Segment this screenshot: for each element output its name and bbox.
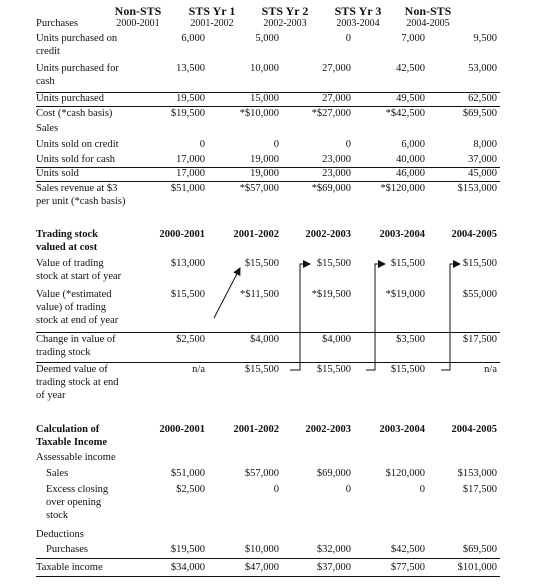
column-year: 2002-2003	[263, 18, 307, 29]
cell-value: $15,500	[390, 258, 425, 269]
cell-value: $15,500	[244, 258, 279, 269]
cell-value: $2,500	[176, 334, 205, 345]
column-year: 2003-2004	[379, 424, 425, 435]
cell-value: 0	[345, 139, 351, 150]
row-label: credit	[36, 46, 60, 57]
section-heading: Calculation of	[36, 424, 100, 435]
rule-line	[36, 576, 500, 577]
column-year: 2004-2005	[451, 229, 497, 240]
row-label: trading stock	[36, 347, 91, 358]
cell-value: 49,500	[396, 93, 425, 104]
cell-value: 53,000	[468, 63, 497, 74]
column-year: 2003-2004	[336, 18, 380, 29]
row-label: trading stock at end	[36, 377, 119, 388]
rule-line	[36, 181, 500, 182]
cell-value: 17,000	[176, 154, 205, 165]
section-heading: Taxable Income	[36, 437, 108, 448]
cell-value: $15,500	[390, 364, 425, 375]
cell-value: 10,000	[250, 63, 279, 74]
row-label: Units purchased on	[36, 33, 118, 44]
row-label: Units sold on credit	[36, 139, 119, 150]
row-label: Purchases	[46, 544, 88, 555]
row-label: Sales	[46, 468, 69, 479]
row-label: Deductions	[36, 529, 84, 540]
cell-value: *$19,500	[311, 289, 351, 300]
column-year: 2000-2001	[159, 424, 205, 435]
cell-value: $34,000	[170, 562, 205, 573]
row-label: cash	[36, 76, 55, 87]
row-label: Units sold for cash	[36, 154, 116, 165]
cell-value: 45,000	[468, 168, 497, 179]
cell-value: $153,000	[457, 468, 497, 479]
cell-value: 40,000	[396, 154, 425, 165]
cell-value: n/a	[192, 364, 205, 375]
cell-value: 6,000	[181, 33, 205, 44]
cell-value: $4,000	[250, 334, 279, 345]
row-label: Assessable income	[36, 452, 116, 463]
cell-value: 13,500	[176, 63, 205, 74]
cell-value: $77,500	[390, 562, 425, 573]
cell-value: 0	[419, 484, 425, 495]
cell-value: $3,500	[396, 334, 425, 345]
cell-value: *$27,000	[311, 108, 351, 119]
carry-forward-arrow	[290, 264, 310, 370]
row-label: Excess closing	[46, 484, 109, 495]
row-label: Change in value of	[36, 334, 116, 345]
cell-value: $17,500	[462, 484, 497, 495]
cell-value: 8,000	[473, 139, 497, 150]
rule-line	[36, 92, 500, 93]
cell-value: 27,000	[322, 63, 351, 74]
row-label: stock at start of year	[36, 271, 122, 282]
cell-value: 6,000	[401, 139, 425, 150]
row-label: Deemed value of	[36, 364, 108, 375]
cell-value: $13,000	[170, 258, 205, 269]
cell-value: $15,500	[244, 364, 279, 375]
row-label: Units purchased	[36, 93, 104, 104]
cell-value: $15,500	[316, 258, 351, 269]
column-year: 2001-2002	[190, 18, 234, 29]
carry-forward-arrow	[441, 264, 460, 370]
cell-value: *$69,000	[311, 183, 351, 194]
section-heading: Sales	[36, 123, 59, 134]
row-label: stock at end of year	[36, 315, 119, 326]
cell-value: 62,500	[468, 93, 497, 104]
cell-value: 19,500	[176, 93, 205, 104]
section-heading: Trading stock	[36, 229, 98, 240]
row-label: Units sold	[36, 168, 79, 179]
cell-value: $19,500	[170, 544, 205, 555]
cell-value: *$120,000	[380, 183, 425, 194]
carry-forward-arrow	[366, 264, 385, 370]
column-year: 2004-2005	[406, 18, 450, 29]
column-title: STS Yr 1	[188, 4, 236, 18]
cell-value: $15,500	[316, 364, 351, 375]
cell-value: $17,500	[462, 334, 497, 345]
column-year: 2001-2002	[233, 424, 279, 435]
cell-value: 9,500	[473, 33, 497, 44]
cell-value: $69,500	[462, 544, 497, 555]
cell-value: 7,000	[401, 33, 425, 44]
cell-value: $42,500	[390, 544, 425, 555]
cell-value: $19,500	[170, 108, 205, 119]
cell-value: *$10,000	[239, 108, 279, 119]
column-year: 2002-2003	[305, 424, 351, 435]
row-label: Taxable income	[36, 562, 103, 573]
row-label: value) of trading	[36, 302, 106, 313]
cell-value: $47,000	[244, 562, 279, 573]
rule-line	[36, 558, 500, 559]
cell-value: 5,000	[255, 33, 279, 44]
cell-value: $15,500	[462, 258, 497, 269]
rule-line	[36, 332, 500, 333]
row-label: of year	[36, 390, 66, 401]
cell-value: *$11,500	[240, 289, 279, 300]
cell-value: 17,000	[176, 168, 205, 179]
cell-value: 46,000	[396, 168, 425, 179]
cell-value: $57,000	[244, 468, 279, 479]
row-label: per unit (*cash basis)	[36, 196, 126, 207]
cell-value: $153,000	[457, 183, 497, 194]
column-title: Non-STS	[114, 4, 162, 18]
column-title: STS Yr 3	[334, 4, 382, 18]
column-year: 2003-2004	[379, 229, 425, 240]
row-label: Cost (*cash basis)	[36, 108, 113, 119]
cell-value: *$57,000	[239, 183, 279, 194]
row-label: stock	[46, 510, 69, 521]
cell-value: 23,000	[322, 154, 351, 165]
cell-value: 0	[273, 139, 279, 150]
cell-value: 23,000	[322, 168, 351, 179]
column-title: Non-STS	[404, 4, 452, 18]
cell-value: 19,000	[250, 168, 279, 179]
cell-value: 27,000	[322, 93, 351, 104]
cell-value: $101,000	[457, 562, 497, 573]
cell-value: $51,000	[170, 468, 205, 479]
cell-value: 37,000	[468, 154, 497, 165]
rule-line	[36, 167, 500, 168]
cell-value: 42,500	[396, 63, 425, 74]
cell-value: 19,000	[250, 154, 279, 165]
cell-value: n/a	[484, 364, 497, 375]
cell-value: 15,000	[250, 93, 279, 104]
cell-value: 0	[345, 484, 351, 495]
column-year: 2000-2001	[116, 18, 160, 29]
cell-value: *$19,000	[385, 289, 425, 300]
cell-value: $69,000	[316, 468, 351, 479]
cell-value: $51,000	[170, 183, 205, 194]
column-year: 2002-2003	[305, 229, 351, 240]
cell-value: $69,500	[462, 108, 497, 119]
cell-value: $55,000	[462, 289, 497, 300]
column-year: 2001-2002	[233, 229, 279, 240]
column-title: STS Yr 2	[261, 4, 309, 18]
rule-line	[36, 362, 500, 363]
row-label: Value (*estimated	[36, 289, 112, 300]
row-label: over opening	[46, 497, 102, 508]
column-year: 2000-2001	[159, 229, 205, 240]
section-heading: Purchases	[36, 18, 78, 29]
cell-value: $2,500	[176, 484, 205, 495]
cell-value: $10,000	[244, 544, 279, 555]
section-heading: valued at cost	[36, 242, 98, 253]
row-label: Value of trading	[36, 258, 104, 269]
cell-value: $37,000	[316, 562, 351, 573]
rule-line	[36, 106, 500, 107]
cell-value: 0	[199, 139, 205, 150]
cell-value: 0	[345, 33, 351, 44]
cell-value: $4,000	[322, 334, 351, 345]
cell-value: 0	[273, 484, 279, 495]
cell-value: $120,000	[385, 468, 425, 479]
cell-value: *$42,500	[385, 108, 425, 119]
row-label: Units purchased for	[36, 63, 119, 74]
cell-value: $15,500	[170, 289, 205, 300]
cell-value: $32,000	[316, 544, 351, 555]
row-label: Sales revenue at $3	[36, 183, 118, 194]
column-year: 2004-2005	[451, 424, 497, 435]
